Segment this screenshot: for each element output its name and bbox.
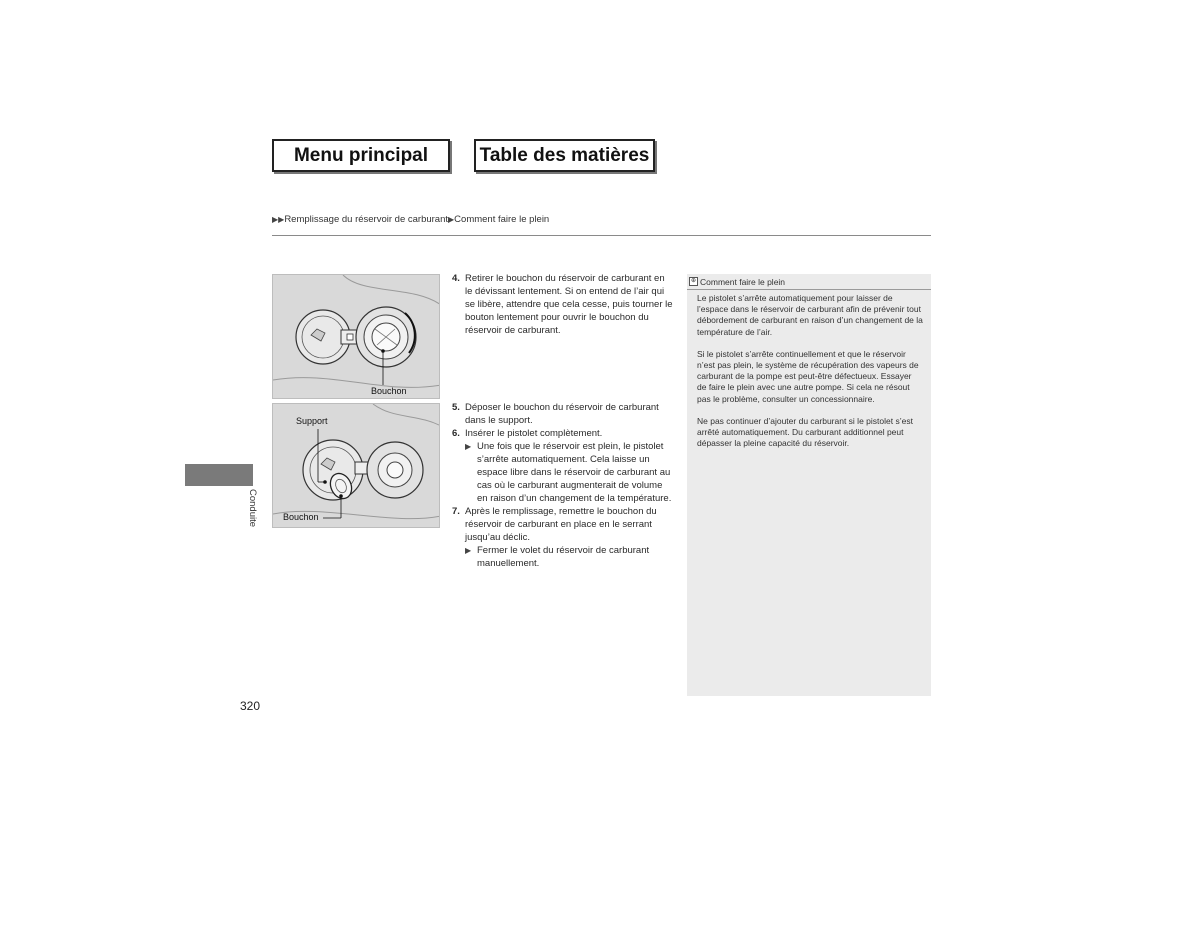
figure-label-cap: Bouchon: [283, 512, 319, 522]
sidebox-paragraph: Le pistolet s’arrête automatiquement pour laisser de l’espace dans le réservoir de carburant afin de prévenir tout débordement de carburant en raison d’un changement de la température de l’air.: [697, 293, 923, 337]
step-6: [452, 427, 674, 440]
step-7-note: [452, 544, 674, 570]
sidebox-title: Comment faire le plein: [700, 276, 786, 287]
step-number: 7.: [452, 506, 460, 517]
header-divider: [272, 235, 931, 236]
step-list-part-1: [452, 272, 674, 337]
breadcrumb-link-refueling[interactable]: Remplissage du réservoir de carburant: [284, 214, 449, 225]
main-menu-button[interactable]: Menu principal: [272, 139, 450, 172]
step-note-text: Fermer le volet du réservoir de carburant manuellement.: [477, 545, 650, 569]
sidebox-header: [687, 274, 931, 290]
step-text: Déposer le bouchon du réservoir de carburant dans le support.: [465, 402, 659, 426]
step-number: 4.: [452, 273, 460, 284]
sidebox-paragraph: Si le pistolet s’arrête continuellement et que le réservoir n’est pas plein, le système de récupération des vapeurs de carburant de la pompe est peut-être défectueux. Essayer de faire le plein avec une autre pompe. Si cela ne résout pas le problème, consulter un concessionnaire.: [697, 348, 919, 404]
fuel-cap-removal-illustration: [272, 274, 440, 399]
step-6-note: [452, 440, 674, 505]
section-tab-marker[interactable]: [185, 464, 253, 486]
fuel-cap-drawing: [273, 275, 440, 399]
step-text: Après le remplissage, remettre le bouchon du réservoir de carburant en place en le serrant jusqu’au déclic.: [465, 506, 657, 543]
fuel-cap-holder-illustration: [272, 403, 440, 528]
double-arrow-icon: ▶▶: [272, 215, 285, 224]
figure-label-holder: Support: [296, 416, 328, 426]
breadcrumb: [272, 214, 549, 225]
step-note-text: Une fois que le réservoir est plein, le pistolet s’arrête automatiquement. Cela laisse un espace libre dans le réservoir de carburant au cas où le carburant augmenterait de volume en raison d’un changement de la température.: [477, 441, 672, 504]
section-tab-label: Conduite: [247, 489, 258, 528]
step-number: 5.: [452, 402, 460, 413]
sidebox-paragraph: Ne pas continuer d’ajouter du carburant si le pistolet s’est arrêté automatiquement. Du carburant additionnel peut dépasser la pleine capacité du réservoir.: [697, 415, 913, 449]
info-sidebox: [687, 274, 931, 696]
step-text: Retirer le bouchon du réservoir de carburant en le dévissant lentement. Si on entend de l’air qui se libère, attendre que cela cesse, puis tourner le bouton lentement pour ouvrir le bouchon du réservoir de carburant.: [465, 273, 673, 336]
reference-icon: ⊕: [690, 278, 697, 284]
arrow-icon: ▶: [465, 442, 472, 451]
step-4: [452, 272, 674, 337]
step-5: [452, 401, 674, 427]
table-of-contents-button[interactable]: Table des matières: [474, 139, 655, 172]
arrow-icon: ▶: [448, 215, 455, 224]
page-number: 320: [240, 699, 261, 713]
breadcrumb-current: Comment faire le plein: [454, 214, 550, 225]
arrow-icon: ▶: [465, 546, 472, 555]
step-number: 6.: [452, 428, 460, 439]
step-text: Insérer le pistolet complètement.: [465, 428, 603, 439]
step-7: [452, 505, 674, 544]
step-list-part-2: [452, 401, 674, 570]
figure-label-cap: Bouchon: [371, 386, 407, 396]
